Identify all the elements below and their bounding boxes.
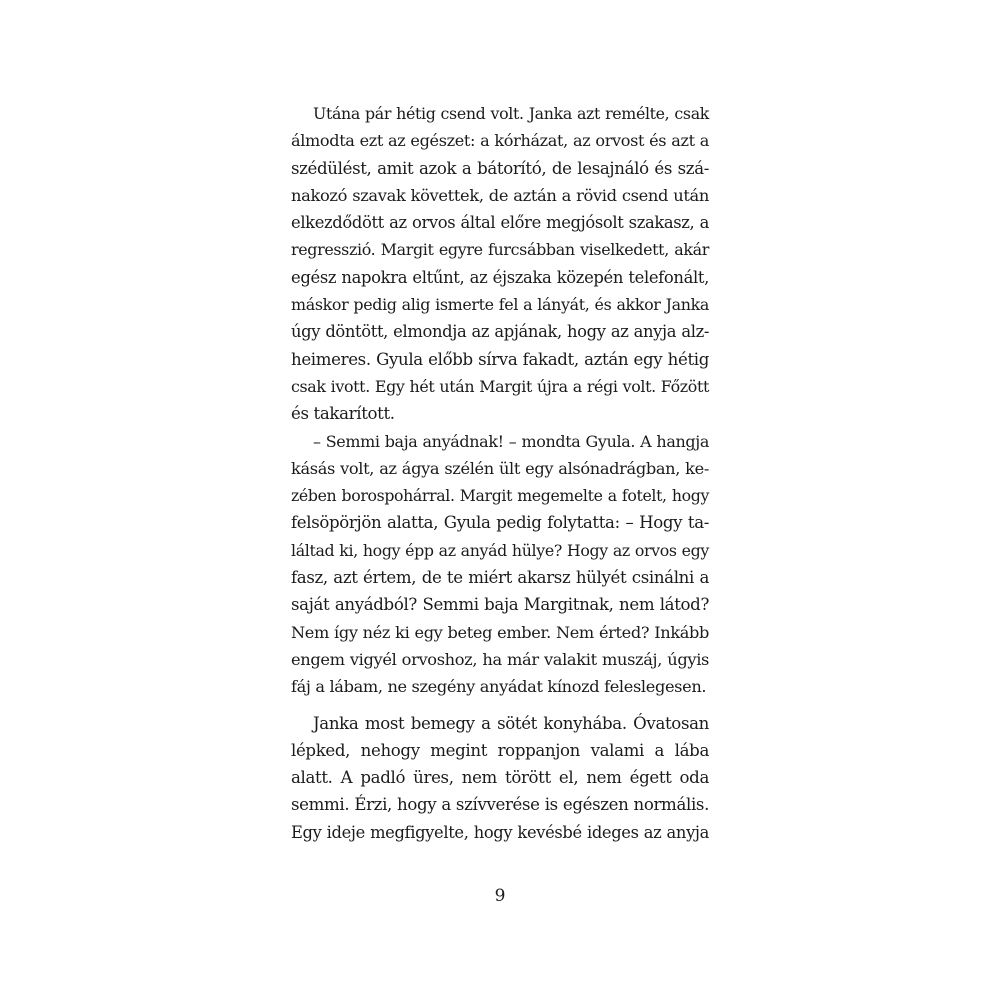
text-line: és takarított.: [291, 404, 395, 424]
text-line: álmodta ezt az egészet: a kórházat, az orvost és azt a: [291, 131, 709, 151]
text-line: Nem így néz ki egy beteg ember. Nem érted? Inkább: [291, 622, 709, 642]
text-line: lépked, nehogy megint roppanjon valami a lába: [291, 740, 709, 760]
text-line: láltad ki, hogy épp az anyád hülye? Hogy az orvos egy: [291, 540, 709, 560]
body-text: [291, 100, 709, 846]
paragraph-1: [291, 100, 709, 428]
text-line: heimeres. Gyula előbb sírva fakadt, aztán egy hétig: [291, 349, 709, 369]
page-number: 9: [494, 886, 506, 906]
text-line: – Semmi baja anyádnak! – mondta Gyula. A hangja: [313, 431, 709, 451]
text-line: saját anyádból? Semmi baja Margitnak, nem látod?: [291, 595, 709, 615]
text-line: fasz, azt értem, de te miért akarsz hülyét csinálni a: [291, 568, 709, 588]
text-line: regresszió. Margit egyre furcsábban viselkedett, akár: [291, 240, 709, 260]
text-line: Janka most bemegy a sötét konyhába. Óvatosan: [313, 713, 709, 733]
text-line: Utána pár hétig csend volt. Janka azt remélte, csak: [313, 104, 709, 123]
paragraph-2: [291, 428, 709, 701]
text-line: semmi. Érzi, hogy a szívverése is egészen normális.: [291, 795, 709, 815]
section-gap: [291, 701, 709, 710]
text-line: alatt. A padló üres, nem törött el, nem égett oda: [291, 768, 709, 788]
paragraph-3: [291, 710, 709, 846]
text-line: felsöpörjön alatta, Gyula pedig folytatta: – Hogy ta-: [291, 513, 709, 533]
text-line: máskor pedig alig ismerte fel a lányát, és akkor Janka: [291, 295, 709, 315]
text-line: nakozó szavak követtek, de aztán a rövid csend után: [291, 185, 709, 205]
text-line: egész napokra eltűnt, az éjszaka közepén telefonált,: [291, 267, 709, 287]
text-line: kásás volt, az ágya szélén ült egy alsónadrágban, ke-: [291, 458, 709, 478]
text-line: engem vigyél orvoshoz, ha már valakit muszáj, úgyis: [291, 649, 709, 669]
text-line: csak ivott. Egy hét után Margit újra a régi volt. Főzött: [291, 376, 709, 396]
text-line: fáj a lábam, ne szegény anyádat kínozd feleslegesen.: [291, 677, 707, 697]
text-line: úgy döntött, elmondja az apjának, hogy az anyja alz-: [291, 322, 709, 342]
text-line: elkezdődött az orvos által előre megjósolt szakasz, a: [291, 213, 709, 233]
text-line: Egy ideje megfigyelte, hogy kevésbé ideges az anyja: [291, 822, 709, 842]
text-line: zében borospohárral. Margit megemelte a fotelt, hogy: [291, 486, 709, 506]
text-line: szédülést, amit azok a bátorító, de lesajnáló és szá-: [291, 158, 709, 178]
